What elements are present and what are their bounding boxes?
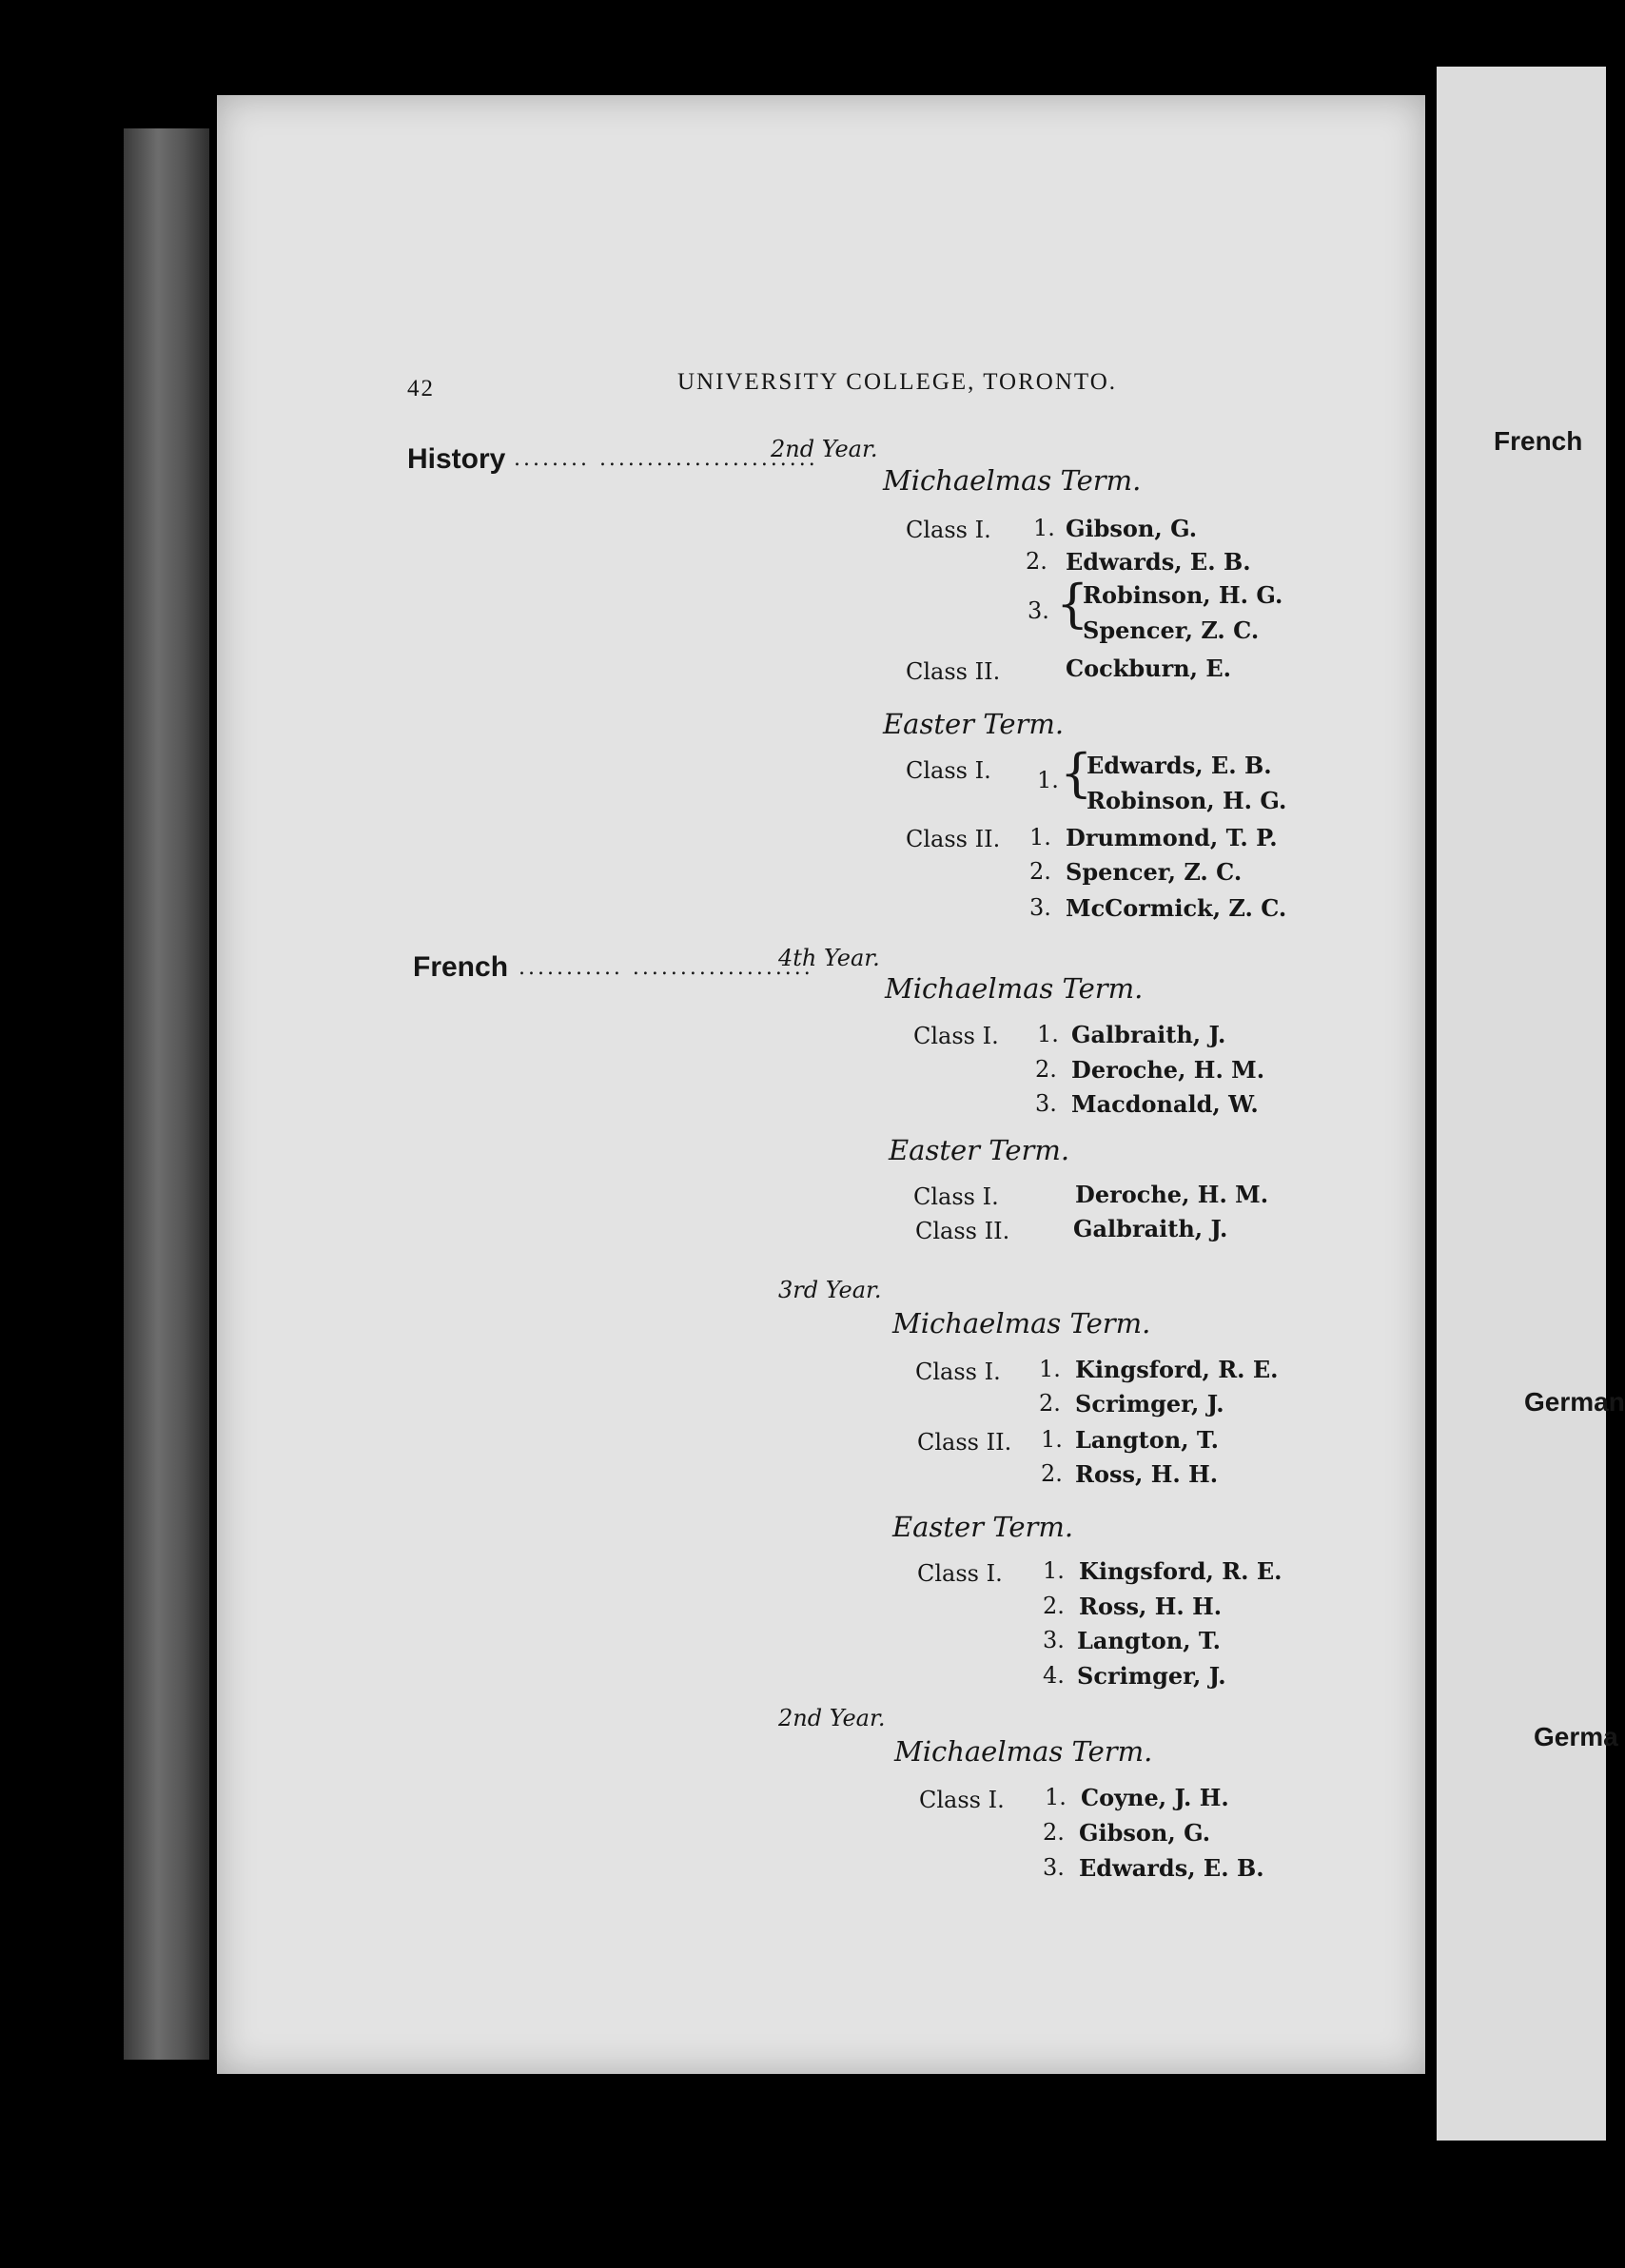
student-name: Gibson, G.: [1079, 1819, 1211, 1847]
rank-number: 3.: [1043, 1854, 1065, 1881]
leader-dots: ........... ...................: [519, 956, 813, 980]
rank-number: 1.: [1041, 1426, 1063, 1453]
rank-number: 2.: [1029, 858, 1051, 885]
class-label: Class II.: [915, 1218, 1010, 1244]
rank-number: 3.: [1028, 597, 1049, 624]
rank-number: 2.: [1043, 1593, 1065, 1619]
student-name: McCormick, Z. C.: [1066, 894, 1287, 922]
rank-number: 2.: [1043, 1819, 1065, 1846]
page-number: 42: [407, 376, 435, 401]
rank-number: 3.: [1043, 1627, 1065, 1653]
class-label: Class I.: [915, 1359, 1001, 1385]
rank-number: 4.: [1043, 1662, 1065, 1689]
year-label: 4th Year.: [778, 945, 880, 971]
student-name: Robinson, H. G.: [1083, 581, 1283, 609]
student-name: Ross, H. H.: [1075, 1460, 1219, 1488]
student-name: Edwards, E. B.: [1079, 1854, 1264, 1882]
rank-number: 2.: [1035, 1056, 1057, 1083]
student-name: Galbraith, J.: [1071, 1021, 1226, 1048]
rank-number: 1.: [1029, 824, 1051, 850]
rank-number: 1.: [1037, 1021, 1059, 1047]
rank-number: 2.: [1039, 1390, 1061, 1417]
year-label: 2nd Year.: [771, 436, 878, 462]
rank-number: 1.: [1039, 1356, 1061, 1382]
class-label: Class II.: [917, 1429, 1012, 1456]
class-label: Class I.: [917, 1560, 1003, 1587]
term-heading: Michaelmas Term.: [883, 464, 1142, 497]
term-heading: Michaelmas Term.: [894, 1735, 1153, 1768]
rank-number: 1.: [1045, 1784, 1067, 1810]
running-title: UNIVERSITY COLLEGE, TORONTO.: [677, 369, 1118, 395]
book-spine-edge: [124, 128, 209, 2060]
subject-french: French: [413, 951, 509, 983]
facing-page-word: German: [1524, 1387, 1625, 1417]
brace-icon: {: [1056, 574, 1089, 634]
student-name: Drummond, T. P.: [1066, 824, 1278, 851]
student-name: Scrimger, J.: [1077, 1662, 1226, 1690]
rank-number: 3.: [1029, 894, 1051, 921]
student-name: Coyne, J. H.: [1081, 1784, 1229, 1811]
year-label: 3rd Year.: [778, 1277, 882, 1303]
class-label: Class I.: [906, 757, 991, 784]
leader-dots: ........ .......................: [514, 447, 818, 471]
term-heading: Easter Term.: [892, 1511, 1074, 1543]
brace-icon: {: [1060, 743, 1093, 803]
class-label: Class II.: [906, 658, 1001, 685]
facing-page-word: French: [1494, 426, 1583, 456]
term-heading: Michaelmas Term.: [885, 972, 1144, 1005]
rank-number: 3.: [1035, 1090, 1057, 1117]
student-name: Spencer, Z. C.: [1066, 858, 1243, 886]
student-name: Spencer, Z. C.: [1083, 616, 1260, 644]
facing-page: [1437, 67, 1606, 2141]
student-name: Deroche, H. M.: [1071, 1056, 1265, 1084]
rank-number: 2.: [1026, 548, 1047, 575]
class-label: Class I.: [919, 1787, 1005, 1813]
term-heading: Michaelmas Term.: [892, 1307, 1151, 1339]
term-heading: Easter Term.: [883, 708, 1065, 740]
class-label: Class I.: [906, 517, 991, 543]
student-name: Galbraith, J.: [1073, 1215, 1228, 1242]
student-name: Deroche, H. M.: [1075, 1181, 1269, 1208]
student-name: Robinson, H. G.: [1087, 787, 1287, 814]
student-name: Kingsford, R. E.: [1075, 1356, 1279, 1383]
student-name: Langton, T.: [1077, 1627, 1222, 1654]
class-label: Class I.: [913, 1023, 999, 1049]
rank-number: 1.: [1037, 767, 1059, 793]
term-heading: Easter Term.: [889, 1134, 1070, 1166]
rank-number: 1.: [1033, 515, 1055, 541]
student-name: Gibson, G.: [1066, 515, 1198, 542]
class-label: Class II.: [906, 826, 1001, 852]
subject-history: History: [407, 443, 506, 475]
class-label: Class I.: [913, 1183, 999, 1210]
rank-number: 1.: [1043, 1557, 1065, 1584]
student-name: Scrimger, J.: [1075, 1390, 1224, 1418]
student-name: Macdonald, W.: [1071, 1090, 1259, 1118]
student-name: Edwards, E. B.: [1087, 752, 1272, 779]
student-name: Langton, T.: [1075, 1426, 1220, 1454]
student-name: Cockburn, E.: [1066, 655, 1232, 682]
student-name: Kingsford, R. E.: [1079, 1557, 1282, 1585]
student-name: Ross, H. H.: [1079, 1593, 1223, 1620]
facing-page-word: Germa: [1534, 1722, 1618, 1751]
rank-number: 2.: [1041, 1460, 1063, 1487]
year-label: 2nd Year.: [778, 1705, 886, 1731]
student-name: Edwards, E. B.: [1066, 548, 1251, 576]
